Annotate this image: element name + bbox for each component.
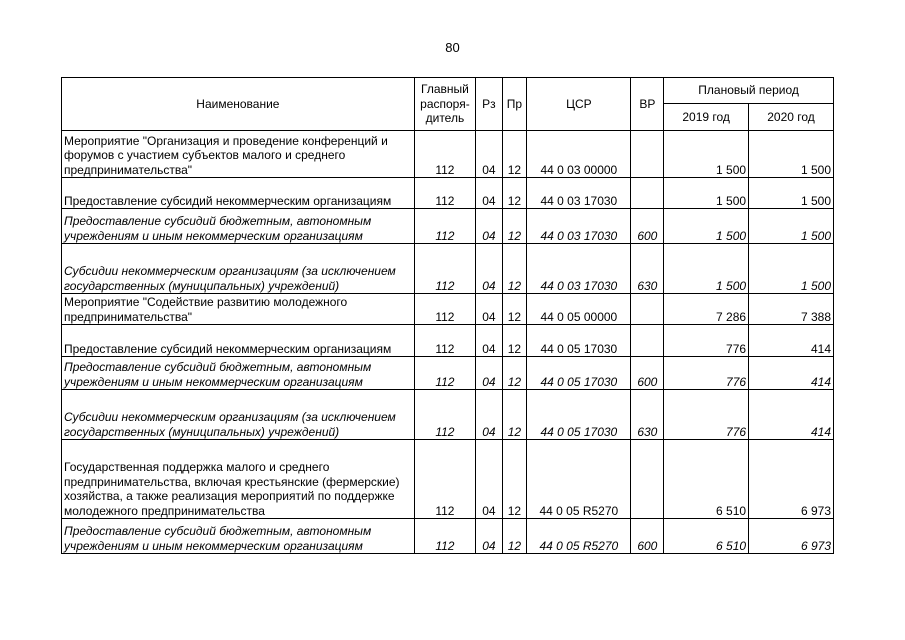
row-rz: 04 (476, 440, 503, 519)
row-2019: 7 286 (664, 294, 749, 325)
row-name: Государственная поддержка малого и среднего предпринимательства, включая крестьянские (фермерские) хозяйства, а также реализация мероприятий по поддержке молодежного предпринимательства (62, 440, 415, 519)
table-row (62, 325, 834, 357)
table-row (62, 131, 834, 178)
row-pr: 12 (502, 519, 527, 554)
table-row (62, 357, 834, 390)
table-row (62, 519, 834, 554)
header-rz: Рз (476, 78, 503, 131)
row-name: Мероприятие "Содействие развитию молодежного предпринимательства" (62, 294, 415, 325)
row-rz: 04 (476, 131, 503, 178)
row-rz: 04 (476, 294, 503, 325)
row-2020: 414 (749, 357, 834, 390)
budget-table (61, 77, 834, 554)
table-row (62, 440, 834, 519)
row-manager: 112 (414, 325, 475, 357)
row-manager: 112 (414, 131, 475, 178)
row-pr: 12 (502, 325, 527, 357)
row-pr: 12 (502, 209, 527, 244)
row-name: Субсидии некоммерческим организациям (за исключением государственных (муниципальных) учреждений) (62, 390, 415, 440)
header-year-2020: 2020 год (749, 104, 834, 131)
row-csr: 44 0 05 17030 (527, 390, 631, 440)
row-rz: 04 (476, 178, 503, 209)
row-vr (631, 440, 664, 519)
header-manager: Главный распоря-дитель (414, 78, 475, 131)
row-manager: 112 (414, 209, 475, 244)
row-rz: 04 (476, 325, 503, 357)
row-manager: 112 (414, 390, 475, 440)
row-csr: 44 0 05 17030 (527, 357, 631, 390)
row-name: Предоставление субсидий бюджетным, автономным учреждениям и иным некоммерческим организациям (62, 357, 415, 390)
row-2020: 1 500 (749, 209, 834, 244)
row-rz: 04 (476, 209, 503, 244)
table-row (62, 178, 834, 209)
table-row (62, 294, 834, 325)
row-manager: 112 (414, 519, 475, 554)
page-number: 80 (445, 40, 460, 55)
row-2020: 6 973 (749, 440, 834, 519)
header-pr: Пр (502, 78, 527, 131)
row-vr (631, 325, 664, 357)
row-manager: 112 (414, 294, 475, 325)
row-csr: 44 0 03 17030 (527, 209, 631, 244)
row-name: Мероприятие "Организация и проведение конференций и форумов с участием субъектов малого и среднего предпринимательства" (62, 131, 415, 178)
row-2019: 6 510 (664, 519, 749, 554)
row-vr: 600 (631, 357, 664, 390)
row-vr: 600 (631, 519, 664, 554)
row-2020: 414 (749, 325, 834, 357)
row-pr: 12 (502, 357, 527, 390)
row-csr: 44 0 05 00000 (527, 294, 631, 325)
row-rz: 04 (476, 519, 503, 554)
row-2019: 1 500 (664, 244, 749, 294)
row-csr: 44 0 03 00000 (527, 131, 631, 178)
header-csr: ЦСР (527, 78, 631, 131)
row-pr: 12 (502, 440, 527, 519)
header-name: Наименование (62, 78, 415, 131)
row-2019: 1 500 (664, 178, 749, 209)
header-planned-period: Плановый период (664, 78, 834, 104)
row-csr: 44 0 05 17030 (527, 325, 631, 357)
row-vr: 600 (631, 209, 664, 244)
table-header (62, 78, 834, 131)
row-2019: 776 (664, 325, 749, 357)
row-rz: 04 (476, 357, 503, 390)
row-vr (631, 131, 664, 178)
row-name: Предоставление субсидий некоммерческим организациям (62, 178, 415, 209)
header-year-2019: 2019 год (664, 104, 749, 131)
row-vr (631, 294, 664, 325)
header-vr: ВР (631, 78, 664, 131)
row-2019: 1 500 (664, 131, 749, 178)
row-vr (631, 178, 664, 209)
row-pr: 12 (502, 178, 527, 209)
row-rz: 04 (476, 244, 503, 294)
row-pr: 12 (502, 131, 527, 178)
table-row (62, 390, 834, 440)
row-2019: 776 (664, 357, 749, 390)
row-manager: 112 (414, 440, 475, 519)
row-pr: 12 (502, 390, 527, 440)
table-row (62, 244, 834, 294)
row-2019: 6 510 (664, 440, 749, 519)
row-2020: 1 500 (749, 244, 834, 294)
row-2020: 1 500 (749, 178, 834, 209)
row-vr: 630 (631, 244, 664, 294)
row-manager: 112 (414, 357, 475, 390)
row-2019: 776 (664, 390, 749, 440)
row-pr: 12 (502, 244, 527, 294)
row-rz: 04 (476, 390, 503, 440)
row-pr: 12 (502, 294, 527, 325)
row-csr: 44 0 03 17030 (527, 178, 631, 209)
row-name: Предоставление субсидий некоммерческим организациям (62, 325, 415, 357)
row-2019: 1 500 (664, 209, 749, 244)
row-csr: 44 0 03 17030 (527, 244, 631, 294)
row-csr: 44 0 05 R5270 (527, 519, 631, 554)
row-name: Предоставление субсидий бюджетным, автономным учреждениям и иным некоммерческим организациям (62, 209, 415, 244)
row-csr: 44 0 05 R5270 (527, 440, 631, 519)
row-2020: 6 973 (749, 519, 834, 554)
row-2020: 7 388 (749, 294, 834, 325)
row-2020: 414 (749, 390, 834, 440)
row-name: Субсидии некоммерческим организациям (за исключением государственных (муниципальных) учреждений) (62, 244, 415, 294)
table-row (62, 209, 834, 244)
row-manager: 112 (414, 244, 475, 294)
row-2020: 1 500 (749, 131, 834, 178)
row-vr: 630 (631, 390, 664, 440)
row-manager: 112 (414, 178, 475, 209)
row-name: Предоставление субсидий бюджетным, автономным учреждениям и иным некоммерческим организациям (62, 519, 415, 554)
